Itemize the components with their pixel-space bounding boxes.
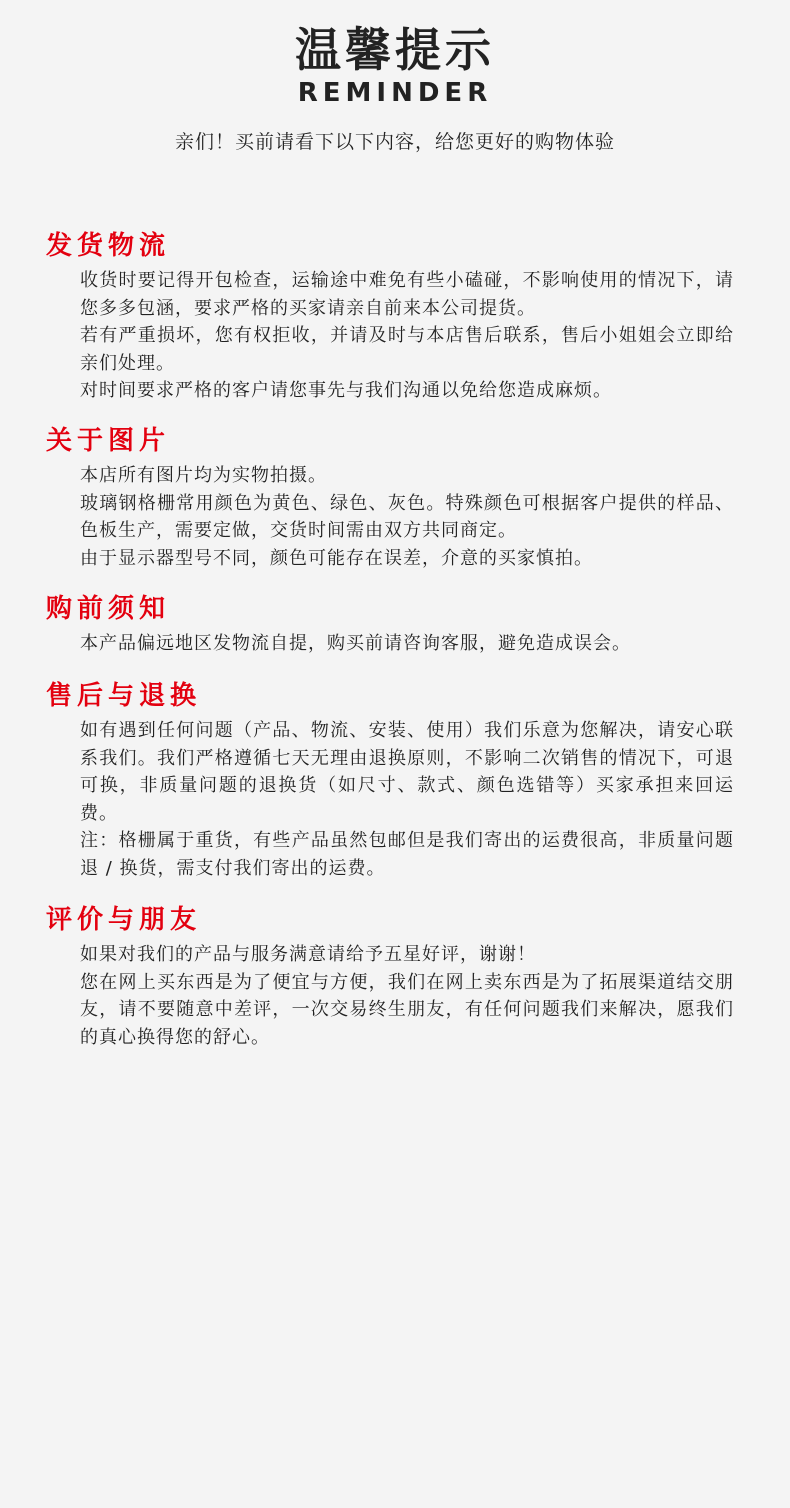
section-paragraph: 本产品偏远地区发物流自提，购买前请咨询客服，避免造成误会。	[80, 633, 631, 654]
section-paragraph: 收货时要记得开包检查，运输途中难免有些小磕碰，不影响使用的情况下，请您多多包涵，要求严格的买家请亲自前来本公司提货。	[80, 270, 734, 319]
section-reviews	[46, 903, 746, 1051]
section-paragraph: 若有严重损坏，您有权拒收，并请及时与本店售后联系，售后小姐姐会立即给亲们处理。	[80, 325, 734, 374]
section-paragraph: 如有遇到任何问题（产品、物流、安装、使用）我们乐意为您解决，请安心联系我们。我们严格遵循七天无理由退换原则，不影响二次销售的情况下，可退可换，非质量问题的退换货（如尺寸、款式、颜色选错等）买家承担来回运费。	[80, 720, 734, 824]
section-paragraph: 对时间要求严格的客户请您事先与我们沟通以免给您造成麻烦。	[80, 380, 612, 401]
section-title: 评价与朋友	[46, 905, 202, 935]
section-title: 购前须知	[46, 594, 171, 624]
section-paragraph: 您在网上买东西是为了便宜与方便，我们在网上卖东西是为了拓展渠道结交朋友，请不要随意中差评，一次交易终生朋友，有任何问题我们来解决，愿我们的真心换得您的舒心。	[80, 971, 734, 1048]
section-paragraph: 玻璃钢格栅常用颜色为黄色、绿色、灰色。特殊颜色可根据客户提供的样品、色板生产，需要定做，交货时间需由双方共同商定。	[80, 492, 734, 541]
section-title: 发货物流	[46, 231, 171, 261]
section-shipping	[46, 229, 746, 405]
section-paragraph: 由于显示器型号不同，颜色可能存在误差，介意的买家慎拍。	[80, 547, 593, 569]
page-title: 温馨提示	[295, 23, 495, 77]
page-title-english: REMINDER	[297, 78, 493, 108]
page-subtitle: 亲们！买前请看下以下内容，给您更好的购物体验	[174, 131, 615, 153]
section-after-sales	[46, 679, 746, 882]
section-title: 关于图片	[46, 426, 171, 456]
section-paragraph: 本店所有图片均为实物拍摄。	[80, 465, 327, 486]
section-title: 售后与退换	[46, 681, 202, 711]
section-before-purchase	[46, 592, 746, 658]
section-pictures	[46, 424, 746, 572]
section-paragraph: 如果对我们的产品与服务满意请给予五星好评，谢谢！	[80, 944, 536, 965]
section-paragraph: 注：格栅属于重货，有些产品虽然包邮但是我们寄出的运费很高，非质量问题退 / 换货，需支付我们寄出的运费。	[80, 830, 734, 879]
